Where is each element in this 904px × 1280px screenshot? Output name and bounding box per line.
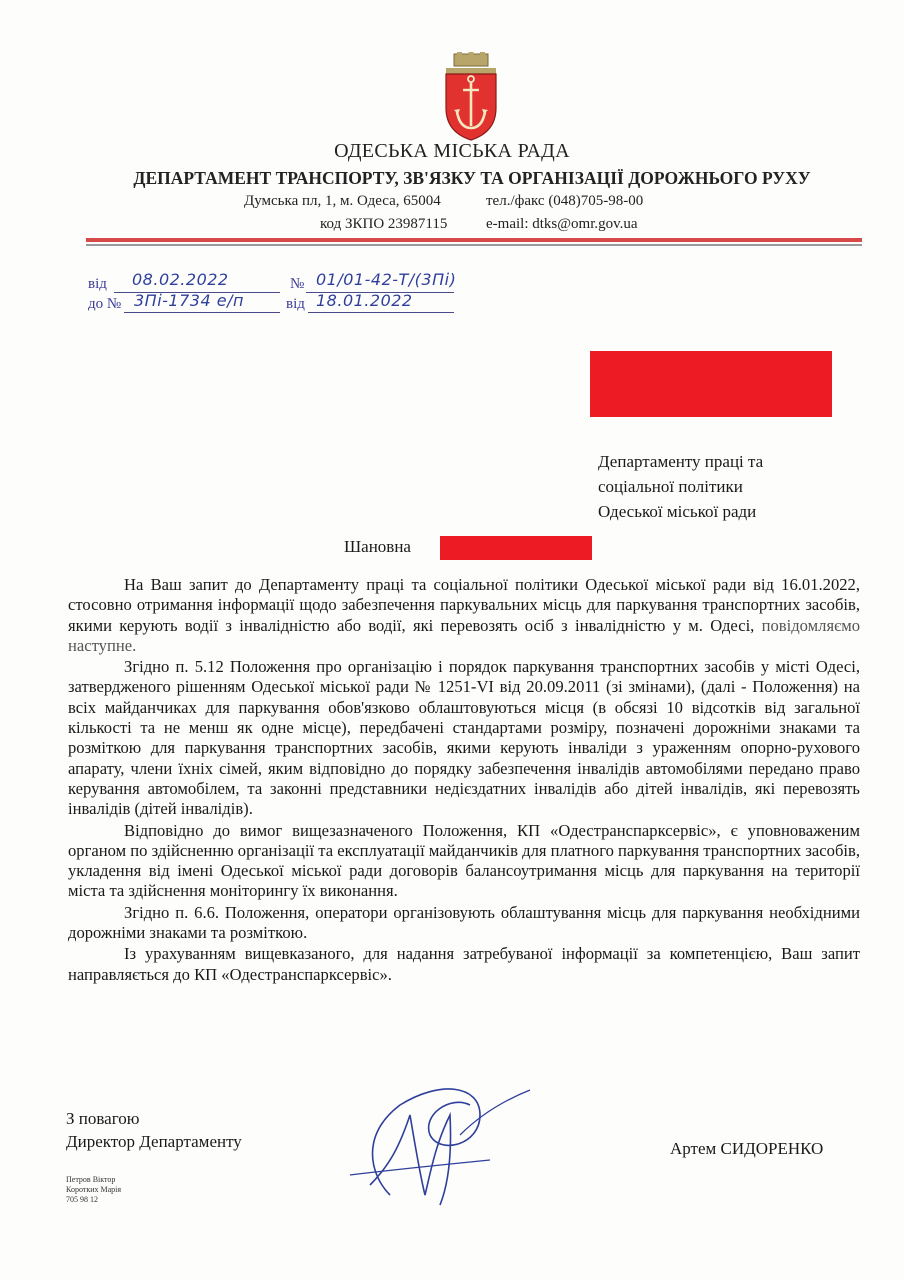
addressee-line: Одеської міської ради bbox=[598, 502, 757, 521]
letter-body bbox=[68, 575, 860, 986]
paragraph: Відповідно до вимог вищезазначеного Положення, КП «Одестранспарксервіс», є уповноваженим органом по здійсненню організації та експлуатації майданчиків для платного паркування транспортних засобів, укладення від імені Одеської міської ради договорів балансоутримання місць для паркування на території міста та здійснення моніторингу їх виконання. bbox=[68, 820, 860, 901]
paragraph: Згідно п. 5.12 Положення про організацію і порядок паркування транспортних засобів у місті Одесі, затвердженого рішенням Одеської міської ради № 1251-VI від 20.09.2011 (зі змінами), (далі - Положення) на всіх майданчиках для паркування обов'язково облаштовуються місця (в обсязі 10 відсотків від загальної кількості та не менш як одне місце), передбачені стандартами розміру, позначені дорожніми знаками та розміткою для паркування транспортних засобів, якими керують інваліди з ураженням опорно-рухового апарату, члени їхніх сімей, яким відповідно до порядку забезпечення інвалідів автомобілями передано право керування автомобілем, та законні представники недієздатних інвалідів або дітей інвалідів, які перевозять інвалідів (дітей інвалідів). bbox=[68, 657, 860, 819]
ref-to-date-line bbox=[308, 312, 454, 313]
ref-to-date: 18.01.2022 bbox=[316, 291, 413, 310]
department-name: ДЕПАРТАМЕНТ ТРАНСПОРТУ, ЗВ'ЯЗКУ ТА ОРГАНІЗАЦІЇ ДОРОЖНЬОГО РУХУ bbox=[133, 168, 811, 188]
ref-to-line bbox=[124, 312, 280, 313]
redacted-name bbox=[440, 536, 592, 560]
ref-from-label: від bbox=[88, 276, 107, 292]
closing: З повагою bbox=[66, 1109, 140, 1128]
header-divider-gray bbox=[86, 244, 862, 246]
ref-number-label: № bbox=[290, 276, 305, 292]
email: e-mail: dtks@omr.gov.ua bbox=[486, 216, 638, 232]
redacted-recipient bbox=[590, 351, 832, 417]
odesa-coat-of-arms-icon bbox=[440, 52, 502, 142]
executor-note: Петров Віктор Коротких Марія 705 98 12 bbox=[66, 1175, 122, 1204]
paragraph: Із урахуванням вищевказаного, для надання затребуваної інформації за компетенцією, Ваш запит направляється до КП «Одестранспарксервіс». bbox=[68, 944, 860, 984]
ref-to-number: 3Пі-1734 е/п bbox=[134, 291, 244, 310]
phone: тел./факс (048)705-98-00 bbox=[486, 193, 644, 209]
registry-code: код ЗКПО 23987115 bbox=[320, 216, 448, 232]
ref-number: 01/01-42-Т/(3Пі) bbox=[316, 270, 457, 289]
paragraph: На Ваш запит до Департаменту праці та соціальної політики Одеської міської ради від 16.01.2022, стосовно отримання інформації щодо забезпечення паркувальних місць для паркування транспортних засобів, якими керують водії з інвалідністю або водії, які перевозять осіб з інвалідністю у м. Одесі, повідомляємо наступне. bbox=[68, 575, 861, 655]
ref-from-date: 08.02.2022 bbox=[132, 270, 229, 289]
header-divider-red bbox=[86, 238, 862, 242]
council-name: ОДЕСЬКА МІСЬКА РАДА bbox=[334, 140, 570, 162]
addressee-line: соціальної політики bbox=[598, 477, 743, 496]
ref-to-from-label: від bbox=[286, 296, 305, 312]
addressee-block bbox=[598, 449, 763, 524]
signer-position: Директор Департаменту bbox=[66, 1132, 242, 1151]
address: Думська пл, 1, м. Одеса, 65004 bbox=[244, 193, 441, 209]
addressee-line: Департаменту праці та bbox=[598, 452, 764, 471]
signer-name: Артем СИДОРЕНКО bbox=[670, 1139, 824, 1158]
handwritten-signature bbox=[330, 1075, 550, 1225]
ref-to-label: до № bbox=[88, 296, 122, 312]
paragraph: Згідно п. 6.6. Положення, оператори організовують облаштування місць для паркування необхідними дорожніми знаками та розміткою. bbox=[68, 902, 860, 943]
salutation: Шановна bbox=[344, 537, 411, 556]
